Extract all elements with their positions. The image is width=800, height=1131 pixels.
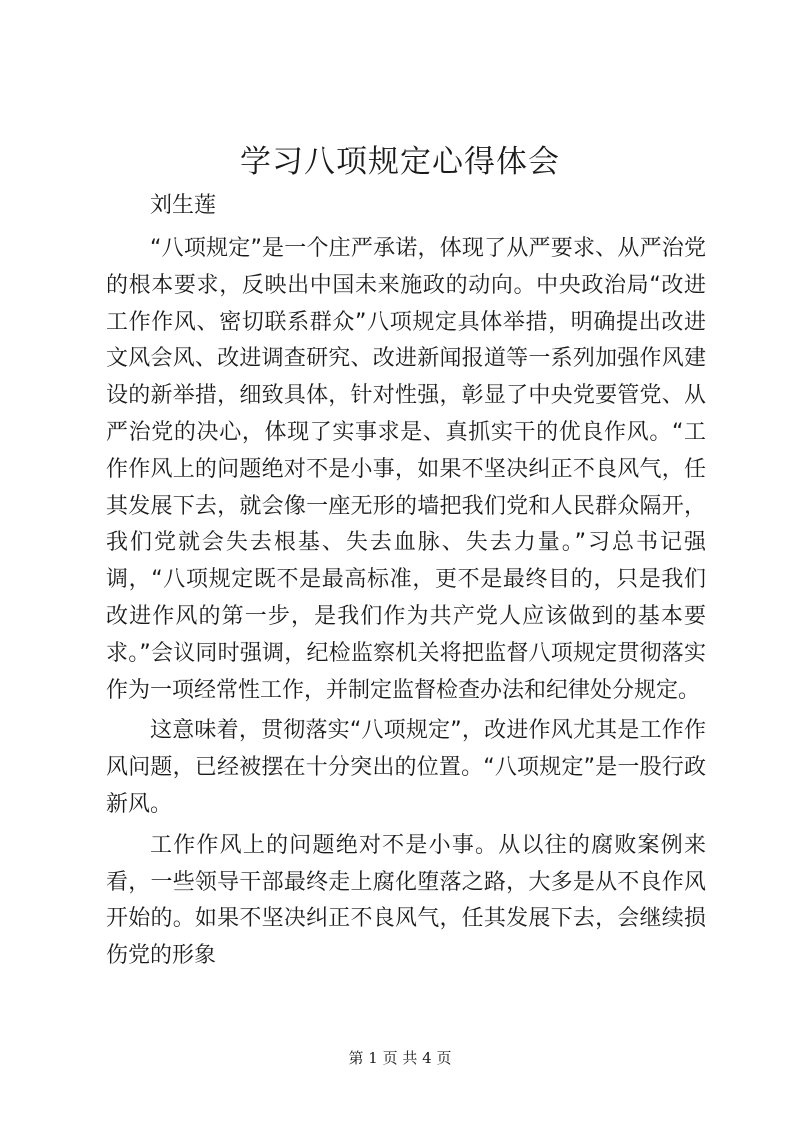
author-name: 刘生莲 — [150, 193, 217, 218]
body-paragraph-3: 工作作风上的问题绝对不是小事。从以往的腐败案例来看，一些领导干部最终走上腐化堕落之路，大多是从不良作风开始的。如果不坚决纠正不良风气，任其发展下去，会继续损伤党的形象 — [106, 832, 706, 969]
document-body — [106, 231, 706, 975]
document-title: 学习八项规定心得体会 — [240, 144, 560, 180]
body-paragraph-2: 这意味着，贯彻落实“八项规定”，改进作风尤其是工作作风问题，已经被摆在十分突出的位置。“八项规定”是一股行政新风。 — [106, 718, 707, 817]
page-number-footer: 第 1 页 共 4 页 — [348, 1049, 452, 1067]
body-paragraph-1: “八项规定”是一个庄严承诺，体现了从严要求、从严治党的根本要求，反映出中国未来施政的动向。中央政治局“改进工作作风、密切联系群众”八项规定具体举措，明确提出改进文风会风、改进调查研究、改进新闻报道等一系列加强作风建设的新举措，细致具体，针对性强，彰显了中央党要管党、从严治党的决心，体现了实事求是、真抓实干的优良作风。“工作作风上的问题绝对不是小事，如果不坚决纠正不良风气，任其发展下去，就会像一座无形的墙把我们党和人民群众隔开，我们党就会失去根基、失去血脉、失去力量。”习总书记强调，“八项规定既不是最高标准，更不是最终目的，只是我们改进作风的第一步，是我们作为共产党人应该做到的基本要求。”会议同时强调，纪检监察机关将把监督八项规定贯彻落实作为一项经常性工作，并制定监督检查办法和纪律处分规定。 — [106, 236, 706, 703]
